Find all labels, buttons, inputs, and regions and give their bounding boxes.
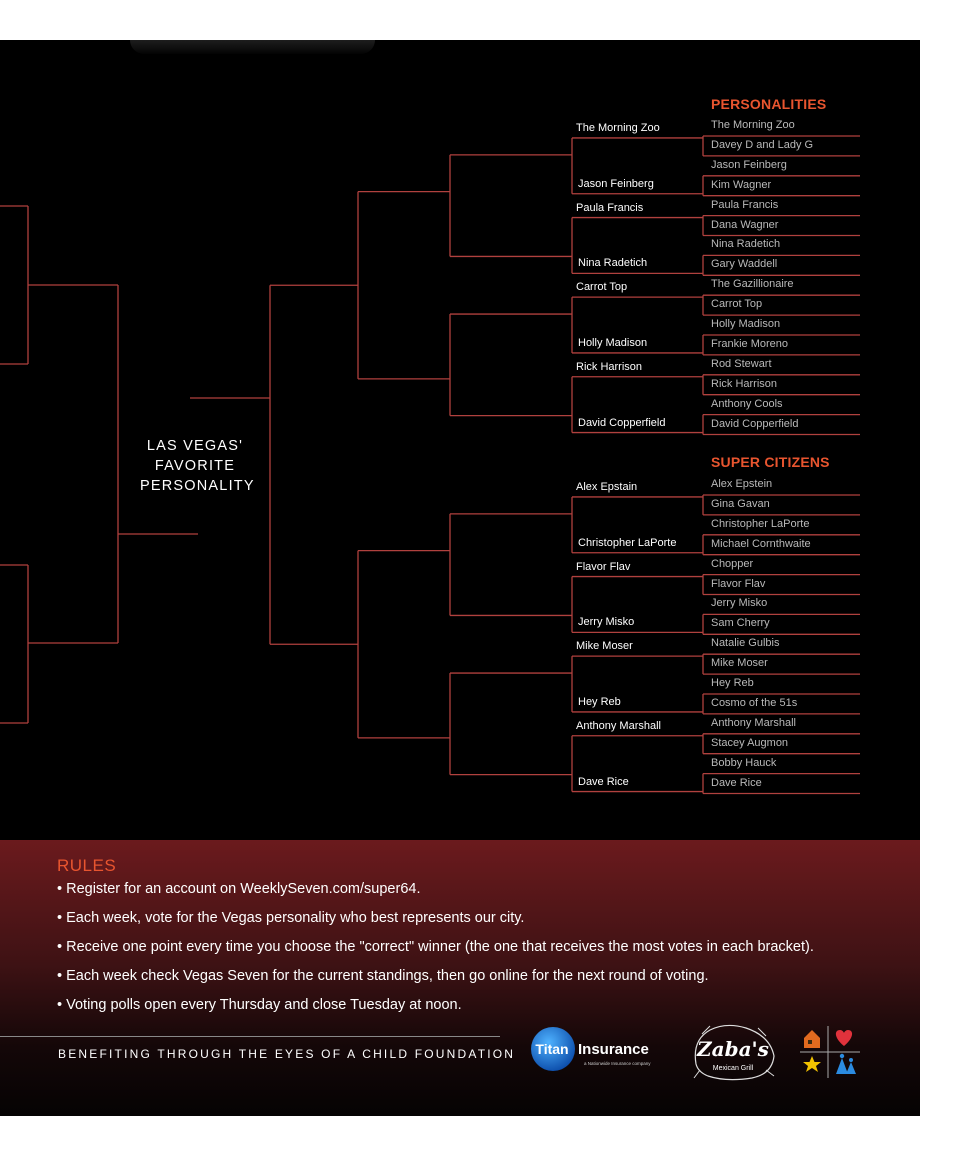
entrant-name: Carrot Top	[711, 298, 763, 311]
rule-item: • Register for an account on WeeklySeven.com/super64.	[57, 881, 421, 897]
entrant-name: David Copperfield	[711, 417, 799, 430]
round2-name: Flavor Flav	[576, 560, 631, 573]
bracket-page	[0, 40, 920, 1116]
rule-item: • Receive one point every time you choose the "correct" winner (the one that receives the most votes in each bracket).	[57, 939, 814, 955]
entrant-name: Frankie Moreno	[711, 337, 789, 350]
entrant-name: Nina Radetich	[711, 238, 781, 251]
bracket-center-title	[140, 436, 255, 496]
titan-insurance-logo	[530, 1026, 662, 1072]
insurance-word: Insurance	[578, 1041, 649, 1058]
center-title-line: PERSONALITY	[140, 478, 255, 494]
divider	[0, 1036, 500, 1037]
entrant-name: Rod Stewart	[711, 357, 772, 370]
entrant-name: Christopher LaPorte	[711, 517, 810, 530]
entrant-name: Michael Cornthwaite	[711, 537, 811, 550]
round2-name: Holly Madison	[578, 336, 648, 349]
zabas-name: Zaba's	[697, 1037, 769, 1061]
titan-tagline: a Nationwide Insurance company	[584, 1061, 651, 1066]
entrant-name: Rick Harrison	[711, 377, 778, 390]
entrant-name: Anthony Marshall	[711, 716, 796, 729]
personalities-heading: PERSONALITIES	[711, 96, 827, 112]
entrant-name: Dana Wagner	[711, 218, 779, 231]
entrant-name: Cosmo of the 51s	[711, 696, 798, 709]
round2-name: Jerry Misko	[578, 616, 635, 629]
round2-name: Dave Rice	[578, 775, 629, 788]
rules-section	[0, 840, 920, 1116]
entrant-name: Sam Cherry	[711, 617, 770, 630]
entrant-name: Jerry Misko	[711, 597, 768, 610]
rules-title: RULES	[57, 856, 117, 875]
entrant-name: Gary Waddell	[711, 258, 778, 271]
titan-word: Titan	[535, 1041, 569, 1057]
entrant-name: The Gazillionaire	[711, 278, 794, 291]
entrant-name: Anthony Cools	[711, 397, 783, 410]
entrant-name: Dave Rice	[711, 776, 762, 789]
entrant-name: Davey D and Lady G	[711, 138, 814, 151]
zabas-sub: Mexican Grill	[712, 1065, 754, 1072]
entrant-name: Mike Moser	[711, 657, 768, 670]
round2-name: Nina Radetich	[578, 257, 648, 270]
entrant-name: Bobby Hauck	[711, 756, 777, 769]
rule-item: • Voting polls open every Thursday and close Tuesday at noon.	[57, 997, 462, 1013]
entrant-name: Natalie Gulbis	[711, 637, 780, 650]
round2-name: Christopher LaPorte	[578, 536, 677, 549]
entrant-name: Kim Wagner	[711, 178, 772, 191]
entrant-name: Gina Gavan	[711, 497, 770, 510]
entrant-name: Chopper	[711, 557, 754, 570]
center-title-line: FAVORITE	[154, 458, 236, 474]
entrant-name: Hey Reb	[711, 677, 754, 689]
entrant-name: Jason Feinberg	[711, 158, 787, 171]
entrant-name: Paula Francis	[711, 198, 779, 211]
round2-name: The Morning Zoo	[576, 121, 660, 134]
super-citizens-heading: SUPER CITIZENS	[711, 454, 830, 470]
round2-name: Alex Epstain	[576, 480, 638, 493]
house-icon	[804, 1030, 820, 1048]
entrant-name: Alex Epstein	[711, 478, 773, 490]
entrant-name: Flavor Flav	[711, 577, 766, 590]
benefit-text: BENEFITING THROUGH THE EYES OF A CHILD FOUNDATION	[58, 1047, 516, 1061]
round2-name: Jason Feinberg	[578, 177, 654, 190]
foundation-logo	[798, 1024, 862, 1080]
star-icon	[803, 1056, 821, 1072]
rule-item: • Each week, vote for the Vegas personality who best represents our city.	[57, 910, 525, 926]
family-icon	[836, 1058, 856, 1074]
entrant-name: Stacey Augmon	[711, 736, 789, 749]
entrant-name: The Morning Zoo	[711, 119, 795, 131]
round2-name: Mike Moser	[576, 640, 633, 653]
zabas-logo	[686, 1020, 780, 1084]
entrant-name: Holly Madison	[711, 318, 781, 330]
round2-name: Rick Harrison	[576, 360, 643, 373]
round2-name: David Copperfield	[578, 416, 666, 429]
round2-name: Carrot Top	[576, 281, 628, 294]
heart-icon	[836, 1030, 852, 1046]
round2-name: Anthony Marshall	[576, 719, 661, 732]
round2-name: Paula Francis	[576, 201, 644, 214]
round2-name: Hey Reb	[578, 695, 621, 708]
center-title-line: LAS VEGAS'	[146, 438, 244, 454]
rule-item: • Each week check Vegas Seven for the current standings, then go online for the next round of voting.	[57, 968, 709, 984]
